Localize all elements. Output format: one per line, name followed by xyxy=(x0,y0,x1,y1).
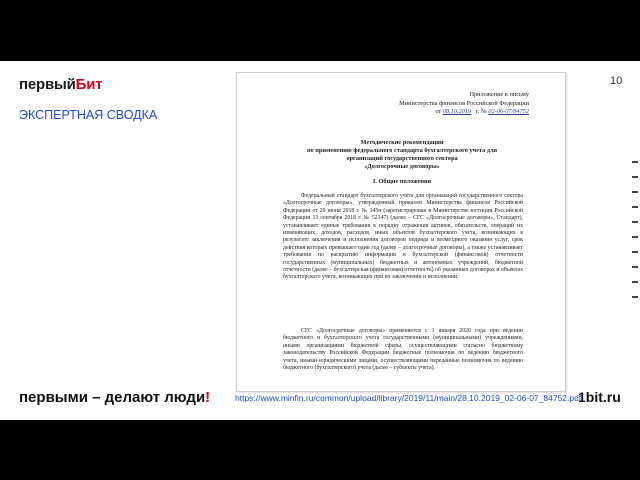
logo-main-text: первый xyxy=(19,76,76,93)
slogan-accent-text: ! xyxy=(205,389,211,406)
document-paragraph-1: Федеральный стандарт бухгалтерского учета для организаций государственного сектора «Долгосрочные договоры», утвержденный приказом Министерства финансов Российской Федерации от 29 июня 2018 г. № 145н (зарегистрирован в Министерстве юстиции Российской Федерации 13 сентября 2018 г. № 52147) (далее – СГС «Долгосрочные договоры», Стандарт), устанавливает единые требования к порядку отражения активов, обязательств, операций их изменяющих, доходов, расходов, иных объектов бухгалтерского учета, возникающих в результате заключения и исполнения договоров подряда и возмездного оказания услуг, срок действия которых превышает один год (далее – долгосрочные договоры), а также устанавливает требования по раскрытию информации в бухгалтерской (финансовой) отчетности государственных (муниципальных) бюджетных и автономных учреждений, бюджетной отчетности (далее – бухгалтерская (финансовая) отчетность) об указанных договорах и объектах бухгалтерского учета, возникающих при их заключении и исполнении. xyxy=(283,193,523,281)
slogan-main-text: первыми – делают люди xyxy=(19,389,206,406)
document-title-line: «Долгосрочные договоры» xyxy=(364,163,440,170)
annex-from-label: от xyxy=(435,108,442,116)
document-title-line: по применению федерального стандарта бухгалтерского учета для xyxy=(306,147,498,154)
annex-line-1: Приложение к письму xyxy=(469,91,529,98)
brand-logo xyxy=(19,76,102,93)
document-section-heading: I. Общие положения xyxy=(372,178,432,185)
document-title-line: организаций государственного сектора xyxy=(346,155,458,162)
slogan xyxy=(19,389,210,406)
annex-sign-row xyxy=(399,108,529,117)
logo-accent-text: Бит xyxy=(75,76,103,93)
brand-url: 1bit.ru xyxy=(578,389,621,405)
section-title: ЭКСПЕРТНАЯ СВОДКА xyxy=(19,108,158,122)
adjacent-page-edge xyxy=(626,161,640,311)
presentation-slide xyxy=(0,61,640,420)
page-number: 10 xyxy=(610,75,623,87)
annex-number: 02-06-07/84752 xyxy=(488,108,529,116)
document-title-line: Методические рекомендации xyxy=(360,139,444,146)
annex-number-label: г. № xyxy=(475,108,487,116)
document-scan xyxy=(236,72,566,392)
document-paragraph-2: СГС «Долгосрочные договоры» применяется с 1 января 2020 года при ведении бюджетного и бухгалтерского учета государственными (муниципальными) учреждениями, иными организациями бюджетной сферы, осуществляющими согласно бюджетному законодательству Российской Федерации бюджетные полномочия по ведению бюджетного учета, иными юридическими лицами, осуществляющими переданные полномочия по ведению бюджетного (бухгалтерского) учета (далее – субъекты учета). xyxy=(283,328,523,372)
document-annex-block xyxy=(399,91,529,117)
document-title xyxy=(277,139,527,171)
annex-line-2: Министерства финансов Российской Федерации xyxy=(399,99,529,107)
annex-date: 08.10.2019 xyxy=(442,108,472,116)
source-document-link[interactable]: https://www.minfin.ru/common/upload/library/2019/11/main/28.10.2019_02-06-07_84752.pdf xyxy=(235,393,582,403)
